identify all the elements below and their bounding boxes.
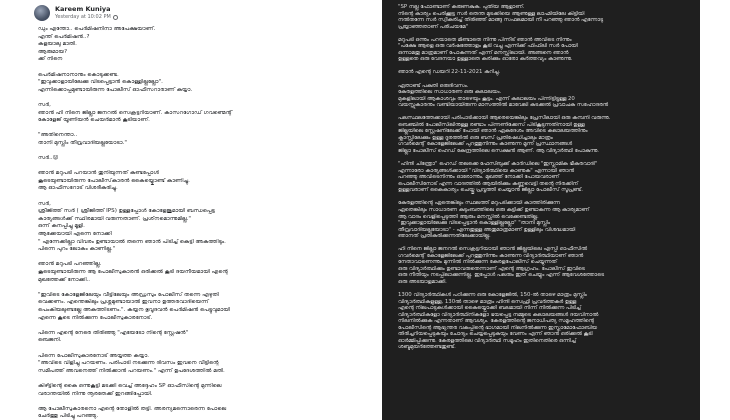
text-line: ജില്ലാ പോലീസ് ഹെഡ് കേന്ദ്രത്തിലെ സെക്ഷൻ ആണ്. ആ വിദ്യാർത്ഥി പോകുന്നു. (398, 148, 599, 155)
text-line: ഉള്ളവരാണ് കൈകാര്യം ചെയ്തു പ്രവൃത്തി ചെയ്യാൻ ജില്ലാ പോലീസ് സൂപ്രണ്ട്. (398, 187, 583, 194)
text-line: വയസ്സുകാരനും വണ്ടിയായിരുന്ന മാസത്തിൽ മാവേലി കടക്കൽ പ്രവാചക സഹോദരൻ (398, 102, 609, 109)
text-line: ഗവർമെന്റ് കോളേജിലേക്ക് പുറത്തുനിന്നും കാണുന്ന മൂന്ന് പ്രസ്ഥാനങ്ങൾ (398, 141, 573, 148)
text-line: ആ വാദം വെളിപ്പെടുത്തി ആരും മനസ്സിൽ വെക്കേണ്ടതില്ല. (398, 213, 539, 220)
text-line: മുഖത്തേക്ക് നോക്കി.. (38, 276, 90, 283)
text-line: 1300 വിദ്യാർത്ഥികൾ പഠിക്കുന്ന ഒരു കോളേജിൽ, 150-ൽ താഴെ മാത്രം മുസ്ലിം (398, 292, 587, 299)
text-line: കളയാലു മാതി. (38, 41, 77, 48)
text-line (38, 398, 356, 406)
text-line: നിന്റെ കാര്യം പെരിക്കൂട്ട സർ തെന്ത മുടക്കിയെ ആണുള്ള ലാഹ്മിയിലേ കിട്ടിയി (398, 10, 585, 17)
text-line: ഞാനത് പ്രതികരിക്കുന്നതിലേക്കായില്ല. (398, 233, 491, 240)
text-line: "അതിനെന്താ.. (38, 132, 78, 139)
text-line: മുകളിലായി ആകാശവും താഴെയും കൂട്ടം. എന്ന് കലാലയം പിന്നിട്ടിട്ടുള്ള 20 (398, 95, 575, 102)
text-line: ഒരു വിദ്യാർത്ഥിക്കും ഉണ്ടാവരുതെന്നാണ് എന്റെ ആഗ്രഹം. പോലീസ് ഇവിടെ (398, 265, 585, 272)
facebook-post (30, 0, 360, 420)
text-line: പ്രയ്യാഞ്ഞതാണ് പരിചയമേ" (398, 23, 469, 30)
text-line: ഏതാണ്ട് പകുതി ഒരുദിവസം. (398, 82, 469, 89)
text-line (38, 193, 356, 201)
text-line (38, 94, 356, 102)
text-line: വിദ്യാർത്ഥികളോ വിദ്യാർത്ഥിനികളോ ഭയപ്പെട്ട നമ്മുടെ കലാലയങ്ങൾ ദയവിനാൽ (398, 311, 599, 318)
text-line: കിഴ്ട്ടിന്റെ കൈ ഒന്നുകൂട്ടി മടക്കി വെച്ച് അദ്ദേഹം SP ഓഫീസിന്റെ മുന്നിലെ (38, 382, 222, 389)
text-line: നൽതന്നേ സർ സ്വീകരിച്ച് തിരിഞ്ഞ് മാങ്ങു സഫലമായി നീ പറഞ്ഞു ഞാൻ എന്നോടു (398, 17, 604, 24)
post-meta (55, 13, 118, 21)
globe-icon (113, 15, 118, 20)
text-line: ക്ലാസ്സിലേക്കും ഉള്ള ദൂരത്തിൽ ഒരു ബസ് പ്രതിഷേധിച്ചാലും മാത്രം (398, 134, 553, 141)
text-line: വരാന്തയിൽ നിന്നു നൂരതേക്ക് ഇറങ്ങിപ്പോയി. (38, 390, 153, 397)
text-line: പൊലീസിനോട് എന്ന വാദത്തിൽ ആയിരിക്കും കണ്ണുവെട്ടി തന്റെ നിരക്കിന് (398, 180, 579, 187)
text-line: പെർമിഷനാനാനും കൊടുക്കണ്ട. (38, 71, 119, 78)
text-line: ഞാൻ ഹി നിനെ ജില്ലാ ജനറൽ സെക്രട്ടറിയാണ്. കാസറഗോഡ് ഗവണ്മെന്റ് (38, 109, 233, 116)
text-line: ആക്കേയായി എന്നെ നോക്കി (38, 231, 112, 238)
text-line: പറഞ്ഞു അവിടെനിന്നും ഓരോന്നും. മുഖത്ത് നോക്കി പോയവരാണ് (398, 174, 560, 181)
text-line: വെക്കണം. എന്തെങ്കിലും പ്രശ്നമുണ്ടായാൽ ഇവനാ ഉത്തരവാദിയെന്ന് (38, 299, 209, 306)
text-line: സർ, (38, 200, 51, 207)
text-line: ഓർമ്മിപ്പിക്കുന്നു. കേരളത്തിലെ വിദ്യാർത്ഥി സമൂഹം ഇതിനെതിരെ ഒന്നിച്ച് (398, 337, 576, 344)
text-line: "പക്ഷേ ആളെ ഒരു വർഷത്തോളം കൂടി വച്ചു എന്നിക്ക് ഫിഫ്‌ലി സർ പോയി (398, 43, 578, 50)
text-line: ഉള്ളതെ ഒരു വേദനയാ ഉള്ളാതെ കരിക്കും ഓരോ കർത്തവ്യം കാണുന്നു. (398, 56, 573, 63)
text-line: ചേർത്തു പിടിച്ചു പറഞ്ഞു. (38, 413, 99, 420)
text-line: ആരുമായ? (38, 48, 68, 55)
text-line (38, 64, 356, 72)
text-line: കൂടെയുണ്ടായിരുന്ന ആ പോലീസുകാരൻ ഒരിക്കൽ കൂടി ദയനീയമായി എന്റെ (38, 269, 228, 275)
text-line: "ഇവുക്കാളായിലേക്കു വിടപ്പെട്ടാൻ കൊള്ളില്ലല്ലോ" "താനി മുസ്ലിം (398, 220, 551, 227)
text-line: കോളേജ് യൂണിയൻ ചെയർമാൻ കൂടിയാണ്. (38, 117, 150, 124)
text-line (38, 254, 356, 262)
text-line: ഒരു അടയാളമാക്കി. (398, 278, 447, 285)
text-line: താനി മുസ്ലിം തീവ്രവാദിയല്ലയോടാ." (38, 139, 127, 146)
text-line: ശ്രീജിത്ത് സർ ( ശ്രീജിത്ത് IPS) ഉള്ളപ്പോൾ കോളേജുമായി ബന്ധപ്പെട്ട (38, 208, 215, 215)
text-line: തീവ്രവാദിയല്ലയോടാ" - എന്നതുള്ള അതുമാത്രമാണ് ഉള്ളിലും വിശദ്ധമായി (398, 226, 576, 233)
text-line: എന്റെ നിലപാടുകൾക്കായി കൈയ്യ്പൊക്കി ബലമായി നിന്ന് നിൽക്കുന്ന പിടിച്ച് (398, 305, 581, 312)
text-line: മറുപടി ഒന്നും പറയാതെ മിണ്ടാതെ നിന്നു പിന്നീട് ഞാൻ അവിടെ നിന്നും (398, 36, 572, 43)
text-line: ഗവർമെന്റ് കോളേജിലേക്ക് പുറത്തുനിന്നും കാണുന്ന വിദ്യാർത്ഥിയാണ് ഞാൻ (398, 252, 584, 259)
text-line: ഡും എന്തോ.. പെർമിഷനിനാ അപേക്ഷയാണ്. (38, 26, 156, 32)
text-line: എന്നിക്കൊപ്പമുണ്ടായിരുന്ന പോലീസ് ഓഫീസറാരാണ് കയ്യാ. (38, 86, 193, 93)
text-line: ഒരു നീതിയും നടപ്പിലാക്കുന്നില്ല. ഇപ്പോൾ പലരും ഇത് ചെയ്യും എന്ന് ആവേശത്തോടെ (398, 272, 605, 279)
text-line: "ഹിന്ദി ചിന്ത്രോ" ഹെഡ് തലക്കെ ഫേസ്ബുക്ക് കാർഡിലെ "ഇസ്ലാമിക ഭീകരവാദി" (398, 161, 598, 168)
text-line: കാര്യങ്ങൾക്ക് സ്ഥിരമായി വരുന്നതാണ്. പ്രശ്‌നമൊന്നുമില്ല." (38, 215, 191, 222)
text-line: ഏതെങ്കിലും സാധാരണ കുടുംബത്തിലെ ഒരു കുട്ടിക്ക് ഉണ്ടാകുന്ന ആ കാര്യമാണ് (398, 206, 590, 213)
text-line: കേരളത്തിലെ സാധാരണ ഒരു കലാലയം. (398, 89, 502, 96)
text-line: എന്നെ കൂടെ നിൽക്കുന്ന പോലീസുകാരനോട്. (38, 314, 153, 321)
text-line: " എന്നേക്കില്ലാ വിവരം ഉണ്ടായാൽ തന്നെ ഞാൻ പിടിച്ച് കെട്ടി അകത്തിടും. (38, 238, 226, 245)
text-line (38, 345, 356, 353)
author-name[interactable]: Kareem Kuniya (55, 5, 111, 13)
post-body (30, 24, 360, 420)
text-line: "ഇവുക്കാളായിലേക്കു വിടപ്പെട്ടാൻ കൊള്ളില്ലല്ലോ". (38, 79, 163, 86)
text-line: "അവിടെ വിളിച്ചു പറയണം. പരിപാടി നടക്കുന്ന ദിവസം ഇവനെ വീട്ടിന്റെ (38, 360, 219, 367)
text-line: "ഇവിടെ കോളേജിലേയും വീട്ടിലേയും അഡ്രസും പോലീസ് തന്നെ എഴുതി (38, 291, 219, 298)
text-line: ബെഞ്ചിൽ പോലീസിലിനുള്ള രണ്ടാം പിന്നണിക്കേസ് പിടികൂടുന്നതിനായി ഉള്ള (398, 121, 585, 128)
text-line: ക്ക് നിനെ (38, 56, 63, 63)
text-line (38, 375, 356, 383)
text-line: "SP നല്ല ഫോണ്ടാണ് കരുണകുക. പുതിയ ആളാണ്. (398, 4, 525, 10)
text-line: പെംകിയലുണ്ടല്ലേ അകത്തിടണം.". കയ്യന ഭുവൂദവൻ പെർമിഷൻ പെട്ടുവുമായി (38, 306, 230, 313)
text-line: സമീപത്ത് അവനെത്ത് നിൽക്കാൻ പറയണം." എന്ന് ഉപദേശത്തിൽ മതി. (38, 367, 225, 374)
text-line: ഒന്നാമതു മാത്രമാണ് പോകുന്നത് എന്ന് മനസ്സിലായി. അങ്ങനെ ഞാൻ (398, 49, 569, 56)
text-line: ശബ്ദമുയർത്തേണ്ടതുണ്ട്. (398, 344, 456, 351)
text-line: എന്ത് പെർമിഷൻ..? (38, 33, 90, 40)
text-line: എന്നാരോ കാര്യങ്ങൾക്കായി "വിദ്യാർത്ഥിയെ കാണുക" എന്നായി ഞാൻ (398, 167, 574, 174)
text-line: ഞാൻ എന്റെ ഡയറി 22-11-2021 കുറിച്ചു. (398, 69, 501, 76)
text-line: ആ ഓഫീസറോട് വിശദീകരിച്ചു. (38, 185, 118, 192)
text-line: ജില്ലയിലെ സ്റ്റേഷനിലേക്ക് പോയി ഞാൻ ഏകദേശം അവിടെ കലാലയത്തിനും (398, 128, 588, 135)
text-line: പിന്നെ പുറം ലോകം കാണില്ല." (38, 246, 116, 253)
text-line: പലസ്ഥലത്തേക്കായി പരിപാടിക്കായി ആരെയെങ്കിലും പ്രേസീലായി ഒരു കമ്പനി വരുന്നു. (398, 115, 611, 122)
text-line: കൂടെയുണ്ടായിരുന്ന പോലീസ്‌കാരൻ കൈയ്യ്കൊണ്ട് കാണിച്ചു. (38, 177, 190, 184)
author-block (55, 5, 118, 21)
text-line: ഹി നിനെ ജില്ലാ ജനറൽ സെക്രട്ടറിയായി ഞാൻ ജില്ലയിലെ എസ്പി ഓഫീസിൽ (398, 246, 588, 253)
text-line: ബെജനി. (38, 337, 62, 344)
text-line: പിന്നെ പോലീസുകാരനോട് അയ്യത്ത കയ്യാ. (38, 352, 150, 359)
text-line: സർ..😡 (38, 155, 59, 162)
text-line: ആ പോലീസുകാരനൊ എന്റെ തോളിൽ തട്ടി. അരന്യമന്നൊരെന്ന പോലെ (38, 405, 227, 412)
post-header (30, 2, 360, 24)
text-line: കേരളത്തിന്റെ ഏതെങ്കിലും സ്ഥലത്ത് മറുപടിക്കായി കാത്തിരിക്കുന്ന (398, 200, 560, 207)
text-line: തിരിച്ചറിയപ്പെടുകയും ചോദ്യം ചെയ്യപ്പെടുകയും വേണം എന്ന് ഞാൻ ഒരിക്കൽ കൂടി (398, 331, 593, 338)
text-line: പോലീസിന്റെ ആഭ്യന്തര വകുപ്പിന്റെ ഭാഗമായി നിലനിൽക്കുന്ന ഇസ്ലാമോഫോബിയ (398, 324, 598, 331)
text-line (38, 284, 356, 292)
text-line: നിലനിൽക്കുക എന്നതാണ് ആവശ്യം. കേരളത്തിന്റെ ജനാധിപത്യ സമൂഹത്തിന്റെ (398, 318, 594, 325)
text-line: ഞാൻ മറുപടി പറയാൻ തുനിയുന്നത് കണ്ടപ്പോൾ (38, 170, 159, 177)
text-line: പിന്നെ എന്റെ നേരെ തിരിഞ്ഞു "എയേടോ നിന്റെ സ്റ്റേഷൻ" (38, 329, 189, 336)
text-line (38, 322, 356, 330)
text-line: ഞാൻ മറുപടി പറഞ്ഞില്ല. (38, 261, 102, 268)
text-line (38, 148, 356, 156)
post-timestamp[interactable]: Yesterday at 10:02 PM (55, 14, 111, 20)
author-avatar[interactable] (34, 5, 50, 21)
continuation-panel (382, 0, 700, 420)
continuation-body (382, 0, 700, 351)
text-line (38, 125, 356, 133)
text-line (38, 163, 356, 171)
text-line: ഒന്ന് കനപ്പിച്ചു മൂളി. (38, 223, 85, 230)
text-line: സർ, (38, 101, 51, 108)
text-line: നേതാവാണെന്നും മുന്നിൽ നിൽക്കുന്ന കേരളപോലീസ് ചെയ്യുന്നത് (398, 259, 557, 266)
text-line: വിദ്യാർത്ഥികളുള്ള, 130ൽ താഴെ മാത്രം ഹിന്ദി സെഫ്രി പ്രവർത്തകർ ഉള്ള (398, 298, 577, 305)
